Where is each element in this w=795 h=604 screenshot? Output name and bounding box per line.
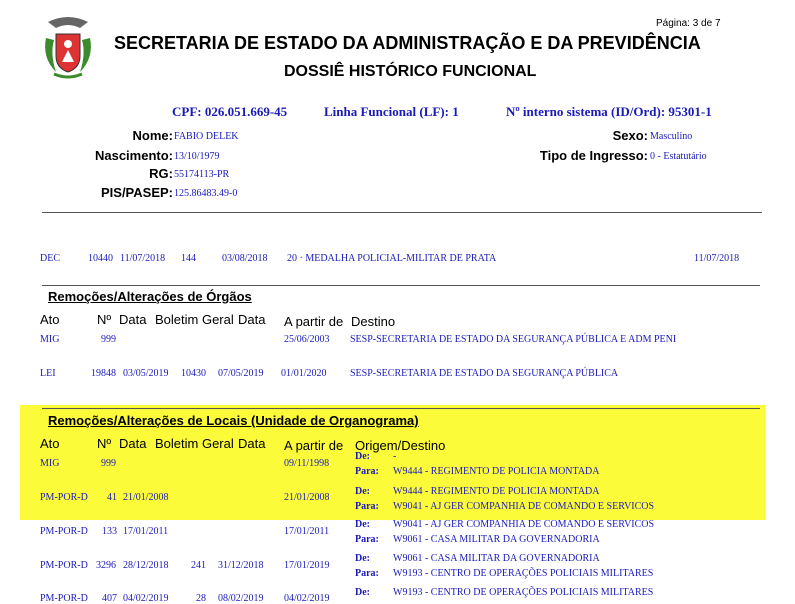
col-data2: Data — [238, 312, 266, 327]
cell-ato: MIG — [40, 334, 60, 345]
cell-numero: 407 — [102, 593, 117, 604]
col-origem-destino: Origem/Destino — [355, 438, 446, 453]
pis-label: PIS/PASEP: — [100, 185, 173, 200]
cell-origem: W9041 - AJ GER COMPANHIA DE COMANDO E SERVICOS — [393, 519, 655, 530]
cell-destino: SESP-SECRETARIA DE ESTADO DA SEGURANÇA PÚBLICA — [350, 368, 619, 379]
cell-boletim: 144 — [181, 253, 196, 264]
cell-ato: DEC — [40, 253, 60, 264]
nascimento-value: 13/10/1979 — [174, 151, 220, 162]
cell-apartir: 09/11/1998 — [284, 458, 330, 469]
de-label: De: — [355, 519, 370, 530]
numero-interno-field: Nº interno sistema (ID/Ord): 95301-1 — [506, 104, 712, 119]
cell-apartir: 21/01/2008 — [284, 492, 330, 503]
cell-ato: PM-POR-D — [40, 560, 88, 571]
coat-of-arms-logo — [40, 14, 96, 80]
cell-ato: PM-POR-D — [40, 593, 88, 604]
cell-numero: 10440 — [88, 253, 113, 264]
cell-destino: W9041 - AJ GER COMPANHIA DE COMANDO E SERVICOS — [393, 501, 655, 512]
section-title-orgaos: Remoções/Alterações de Órgãos — [48, 289, 252, 304]
nome-label: Nome: — [132, 128, 173, 143]
ingresso-value: 0 - Estatutário — [650, 151, 707, 162]
page-number: 3 de 7 — [692, 18, 721, 29]
section-title-locais: Remoções/Alterações de Locais (Unidade de Organograma) — [48, 413, 419, 428]
col-apartir: A partir de — [284, 314, 344, 329]
cell-data: 11/07/2018 — [120, 253, 166, 264]
cpf-field: CPF: 026.051.669-45 — [172, 104, 288, 119]
cell-ato: LEI — [40, 368, 56, 379]
cell-data: 04/02/2019 — [123, 593, 169, 604]
cell-origem: W9061 - CASA MILITAR DA GOVERNADORIA — [393, 553, 600, 564]
cell-apartir: 25/06/2003 — [284, 334, 330, 345]
cell-descricao: 20 · MEDALHA POLICIAL-MILITAR DE PRATA — [287, 253, 497, 264]
cell-apartir: 17/01/2011 — [284, 526, 330, 537]
cell-numero: 19848 — [91, 368, 116, 379]
rg-label: RG: — [149, 166, 173, 181]
cell-ato: PM-POR-D — [40, 492, 88, 503]
cell-data2: 08/02/2019 — [218, 593, 264, 604]
cell-boletim: 10430 — [181, 368, 206, 379]
cell-destino: SESP-SECRETARIA DE ESTADO DA SEGURANÇA PÚBLICA E ADM PENI — [350, 334, 677, 345]
cell-origem: - — [393, 451, 397, 462]
de-label: De: — [355, 587, 370, 598]
page-title: SECRETARIA DE ESTADO DA ADMINISTRAÇÃO E DA PREVIDÊNCIA — [114, 33, 701, 53]
col-data: Data — [119, 312, 147, 327]
sexo-label: Sexo: — [612, 128, 648, 143]
col-boletim: Boletim Geral — [155, 312, 234, 327]
nome-value: FABIO DELEK — [174, 131, 239, 142]
cell-data: 21/01/2008 — [123, 492, 169, 503]
de-label: De: — [355, 553, 370, 564]
divider — [42, 408, 760, 409]
cell-destino: W9193 - CENTRO DE OPERAÇÕES POLICIAIS MILITARES — [393, 568, 654, 579]
para-label: Para: — [355, 466, 379, 477]
de-label: De: — [355, 486, 370, 497]
cell-ato: MIG — [40, 458, 60, 469]
col-ato: Ato — [40, 436, 60, 451]
cell-numero: 41 — [107, 492, 117, 503]
ingresso-label: Tipo de Ingresso: — [539, 148, 648, 163]
page-label: Página: 3 de 7 — [656, 18, 721, 29]
cell-numero: 133 — [102, 526, 117, 537]
rg-value: 55174113-PR — [174, 169, 230, 180]
cell-data3: 11/07/2018 — [694, 253, 740, 264]
cell-boletim: 28 — [196, 593, 206, 604]
divider — [42, 285, 760, 286]
cell-apartir: 17/01/2019 — [284, 560, 330, 571]
linha-funcional-field: Linha Funcional (LF): 1 — [324, 104, 459, 119]
de-label: De: — [355, 451, 370, 462]
col-data: Data — [119, 436, 147, 451]
cell-origem: W9444 - REGIMENTO DE POLICIA MONTADA — [393, 486, 600, 497]
cell-destino: W9444 - REGIMENTO DE POLICIA MONTADA — [393, 466, 600, 477]
col-destino: Destino — [351, 314, 396, 329]
cell-origem: W9193 - CENTRO DE OPERAÇÕES POLICIAIS MILITARES — [393, 587, 654, 598]
col-numero: Nº — [97, 312, 112, 327]
cell-data2: 03/08/2018 — [222, 253, 268, 264]
cell-numero: 999 — [101, 458, 116, 469]
cell-numero: 999 — [101, 334, 116, 345]
cell-boletim: 241 — [191, 560, 206, 571]
para-label: Para: — [355, 501, 379, 512]
col-numero: Nº — [97, 436, 112, 451]
cell-data: 17/01/2011 — [123, 526, 169, 537]
sexo-value: Masculino — [650, 131, 693, 142]
cell-apartir: 01/01/2020 — [281, 368, 327, 379]
col-ato: Ato — [40, 312, 60, 327]
cell-data: 03/05/2019 — [123, 368, 169, 379]
cell-numero: 3296 — [96, 560, 116, 571]
cell-data2: 31/12/2018 — [218, 560, 264, 571]
cell-ato: PM-POR-D — [40, 526, 88, 537]
cell-destino: W9061 - CASA MILITAR DA GOVERNADORIA — [393, 534, 600, 545]
divider — [42, 212, 762, 213]
cell-apartir: 04/02/2019 — [284, 593, 330, 604]
col-boletim: Boletim Geral — [155, 436, 234, 451]
nascimento-label: Nascimento: — [94, 148, 173, 163]
col-data2: Data — [238, 436, 266, 451]
pis-value: 125.86483.49-0 — [174, 188, 238, 199]
para-label: Para: — [355, 534, 379, 545]
para-label: Para: — [355, 568, 379, 579]
cell-data: 28/12/2018 — [123, 560, 169, 571]
page-subtitle: DOSSIÊ HISTÓRICO FUNCIONAL — [284, 63, 537, 80]
cell-data2: 07/05/2019 — [218, 368, 264, 379]
col-apartir: A partir de — [284, 438, 344, 453]
